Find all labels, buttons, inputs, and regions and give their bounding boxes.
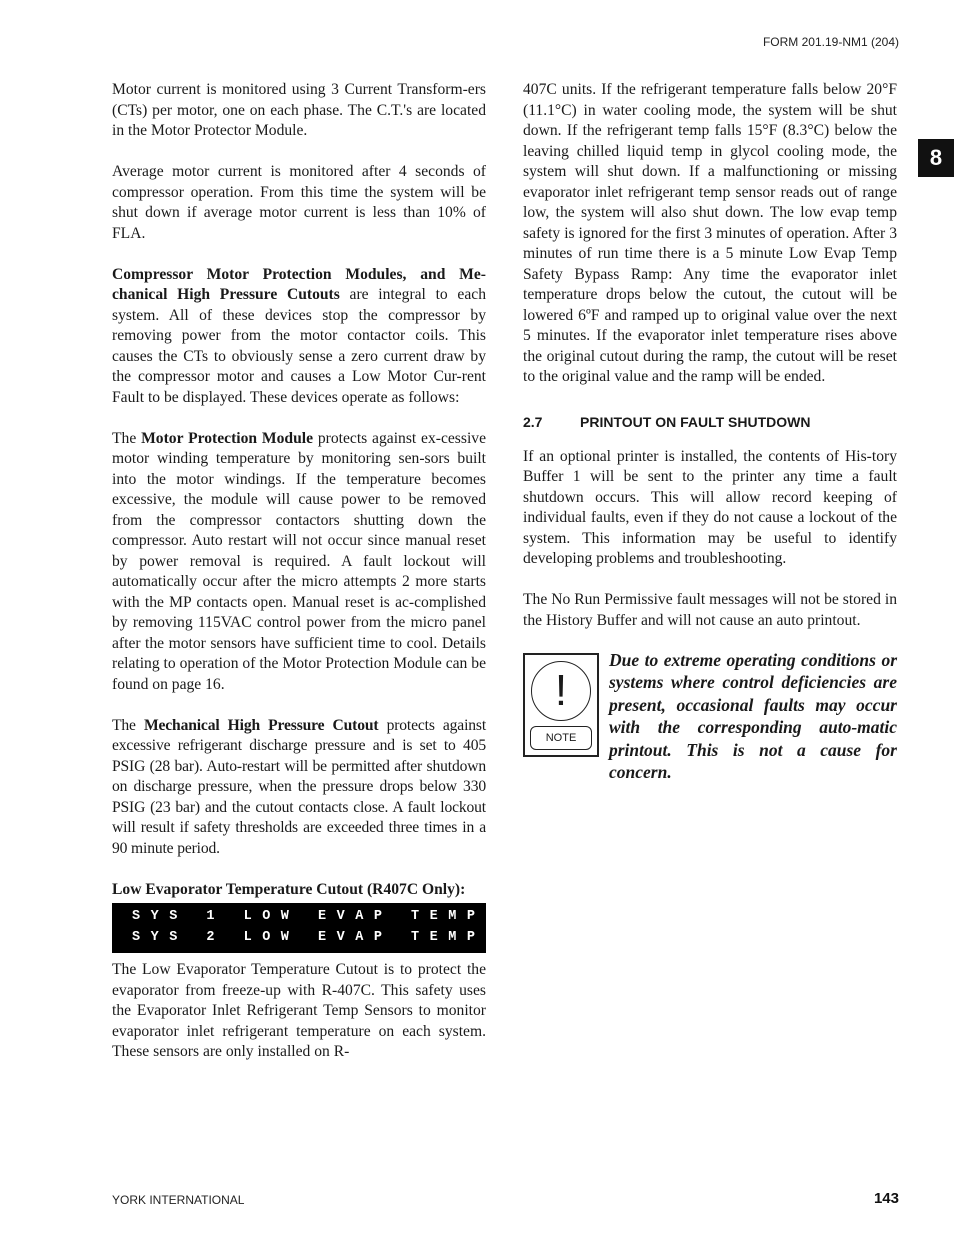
form-number: FORM 201.19-NM1 (204) <box>762 35 899 49</box>
paragraph-high-pressure-cutout <box>112 716 486 860</box>
chapter-tab: 8 <box>918 139 954 177</box>
bold-term: Compressor Motor Protection Modules, and Me-chanical High Pressure Cutouts <box>112 265 486 303</box>
lcd-line-1: SYS 1 LOW EVAP TEMP <box>132 909 486 924</box>
note-icon-box <box>523 653 599 757</box>
lcd-heading: Low Evaporator Temperature Cutout (R407C Only): <box>112 880 466 898</box>
exclamation-icon: ! <box>531 661 591 721</box>
paragraph-text: The <box>112 429 142 447</box>
footer-company: YORK INTERNATIONAL <box>112 1193 245 1207</box>
left-column <box>112 80 486 1083</box>
lcd-display <box>112 903 486 953</box>
section-title: PRINTOUT ON FAULT SHUTDOWN <box>580 413 811 430</box>
paragraph-no-run-permissive: The No Run Permissive fault messages will not be stored in the History Buffer and will not cause an auto printout. <box>523 591 897 629</box>
paragraph-text: are integral to each system. All of these devices stop the compressor by removing power from the motor contactor coils. This causes the CTs to obviously sense a zero current draw by the compressor motor and causes a Low Motor Cur-rent Fault to be displayed. These devices operate as follows: <box>112 286 486 406</box>
section-heading <box>523 414 897 430</box>
paragraph-refrigerant-temp: 407C units. If the refrigerant temperature falls below 20°F (11.1°C) in water cooling mode, the system will be shut down. If the refrigerant temp falls 15°F (8.3°C) below the leaving chilled liquid temp in glycol cooling mode, the system will shut down. If a malfunctioning or missing evaporator inlet refrigerant temp sensor reads out of range low, the system will also shut down. The low evap temp safety is ignored for the first 3 minutes of operation. After 3 minutes of run time there is a 5 minute Low Evap Temp Safety Bypass Ramp: Any time the evaporator inlet temperature drops below the cutout, the cutout will be lowered 6ºF and ramped up to original value over the next 5 minutes. If the evaporator inlet temperature rises above the original cutout during the ramp, the cutout will be reset to the original value and the ramp will be ended. <box>523 81 897 385</box>
bold-term: Motor Protection Module <box>141 429 314 447</box>
paragraph-motor-protection-module <box>112 429 486 696</box>
paragraph-average-current: Average motor current is monitored after 4 seconds of compressor operation. From this time the system will be shut down if average motor current is less than 10% of FLA. <box>112 163 486 242</box>
paragraph-text: protects against excessive refrigerant discharge pressure and is set to 405 PSIG (28 bar). Auto-restart will be permitted after shutdown on discharge pressure, when the pressure drops below 330 PSIG (23 bar) and the cutout contacts close. A fault lockout will result if safety thresholds are exceeded three times in a 90 minute period. <box>112 716 487 857</box>
right-column <box>523 80 897 784</box>
lcd-line-2: SYS 2 LOW EVAP TEMP <box>132 930 486 945</box>
paragraph-low-evap-cutout: The Low Evaporator Temperature Cutout is to protect the evaporator from freeze-up with R-407C. This safety uses the Evaporator Inlet Refrigerant Temp Sensors to monitor evaporator inlet refrigerant temperature on each system. These sensors are only installed on R- <box>112 961 486 1060</box>
note-block <box>523 649 897 784</box>
paragraph-text: The <box>112 716 144 734</box>
paragraph-motor-current: Motor current is monitored using 3 Current Transform-ers (CTs) per motor, one on each phase. The C.T.'s are located in the Motor Protector Module. <box>112 81 486 139</box>
paragraph-printer: If an optional printer is installed, the contents of His-tory Buffer 1 will be sent to the printer any time a fault shutdown occurs. This will allow record keeping of individual faults, even if they do not cause a lockout of the system. This information may be useful to identify developing problems and troubleshooting. <box>523 447 897 567</box>
note-label: NOTE <box>530 726 592 750</box>
bold-term: Mechanical High Pressure Cutout <box>143 716 379 734</box>
paragraph-protection-modules <box>112 265 486 409</box>
section-number: 2.7 <box>523 413 543 430</box>
page-number: 143 <box>873 1190 899 1207</box>
paragraph-text: protects against ex-cessive motor winding temperature by monitoring sen-sors built into the motor windings. If the temperature becomes excessive, the module will cause power to be removed from the compressor contactors shutting down the compressor. Auto restart will not occur since manual reset by power removal is required. A fault lockout will automatically occur after the micro attempts 2 more starts with the MP contacts open. Manual reset is ac-complished by removing 115VAC control power from the micro panel after the motor sensors have sufficient time to cool. Details relating to operation of the Motor Protection Module can be found on page 16. <box>112 429 486 693</box>
note-text: Due to extreme operating conditions or systems where control deficiencies are present, occasional faults may occur with the corresponding auto-matic printout. This is not a cause for concern. <box>609 649 897 782</box>
